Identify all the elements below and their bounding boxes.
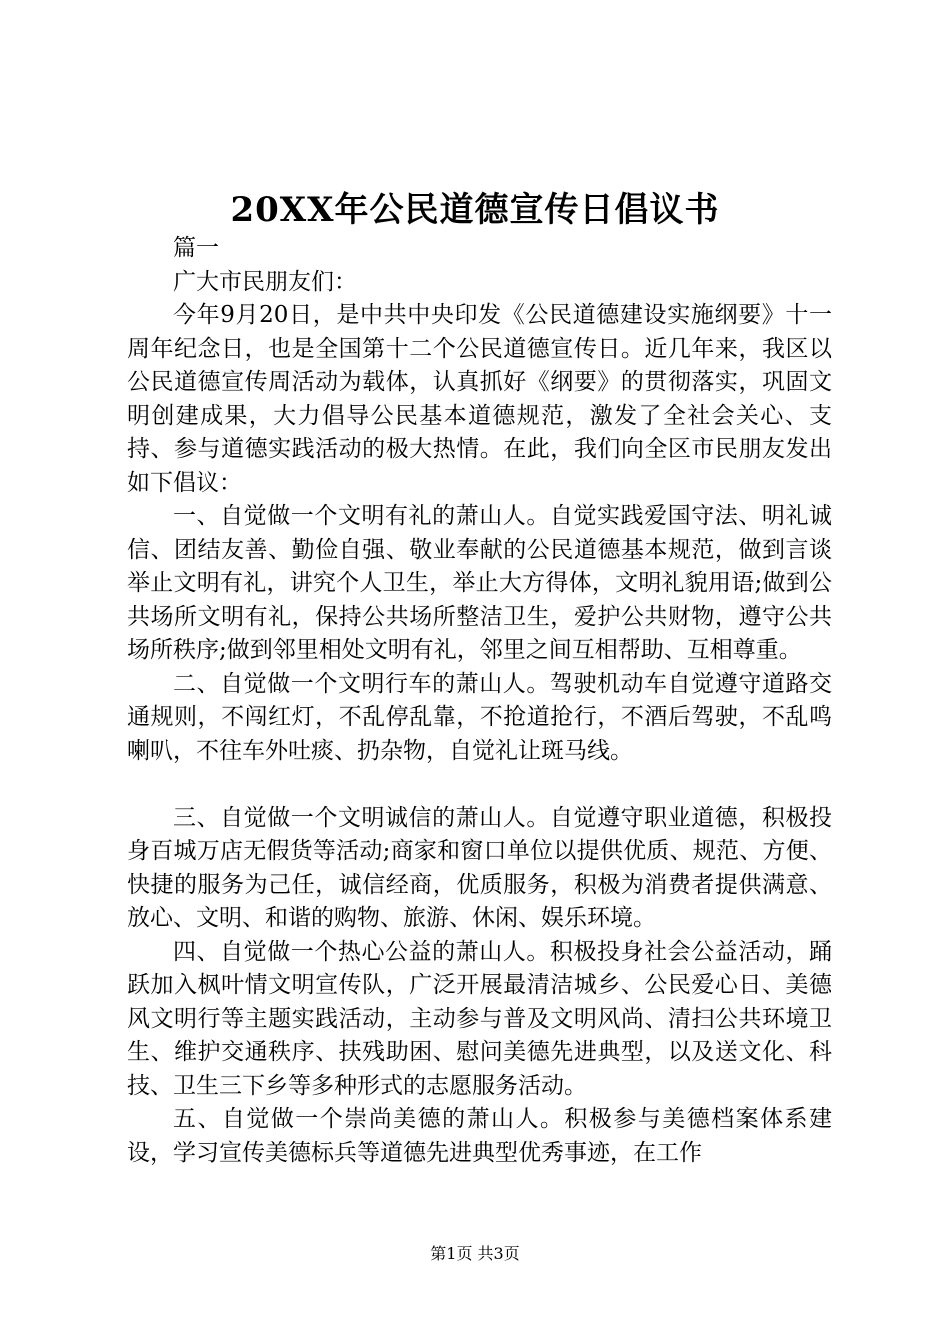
paragraph-item-3: 三、自觉做一个文明诚信的萧山人。自觉遵守职业道德，积极投身百城万店无假货等活动;商家和窗口单位以提供优质、规范、方便、快捷的服务为己任，诚信经商，优质服务，积极为消费者提供满意、放心、文明、和谐的购物、旅游、休闲、娱乐环境。	[127, 804, 832, 931]
section-label: 篇一	[173, 235, 219, 261]
document-body	[127, 232, 832, 1170]
document-title: 20XX年公民道德宣传日倡议书	[230, 190, 720, 230]
paragraph-item-4: 四、自觉做一个热心公益的萧山人。积极投身社会公益活动，踊跃加入枫叶情文明宣传队，广泛开展最清洁城乡、公民爱心日、美德风文明行等主题实践活动，主动参与普及文明风尚、清扫公共环境卫生、维护交通秩序、扶残助困、慰问美德先进典型，以及送文化、科技、卫生三下乡等多种形式的志愿服务活动。	[127, 938, 832, 1099]
salutation: 广大市民朋友们：	[173, 268, 357, 295]
paragraph-item-2: 二、自觉做一个文明行车的萧山人。驾驶机动车自觉遵守道路交通规则，不闯红灯，不乱停乱靠，不抢道抢行，不酒后驾驶，不乱鸣喇叭，不往车外吐痰、扔杂物，自觉礼让斑马线。	[127, 670, 832, 764]
paragraph-item-1: 一、自觉做一个文明有礼的萧山人。自觉实践爱国守法、明礼诚信、团结友善、勤俭自强、敬业奉献的公民道德基本规范，做到言谈举止文明有礼，讲究个人卫生，举止大方得体，文明礼貌用语;做到公共场所文明有礼，保持公共场所整洁卫生，爱护公共财物，遵守公共场所秩序;做到邻里相处文明有礼，邻里之间互相帮助、互相尊重。	[127, 503, 832, 663]
paragraph-gap	[127, 768, 832, 802]
paragraph-item-5: 五、自觉做一个崇尚美德的萧山人。积极参与美德档案体系建设，学习宣传美德标兵等道德先进典型优秀事迹，在工作	[127, 1106, 832, 1166]
paragraph-intro: 今年9月20日，是中共中央印发《公民道德建设实施纲要》十一周年纪念日，也是全国第十二个公民道德宣传日。近几年来，我区以公民道德宣传周活动为载体，认真抓好《纲要》的贯彻落实，巩固文明创建成果，大力倡导公民基本道德规范，激发了全社会关心、支持、参与道德实践活动的极大热情。在此，我们向全区市民朋友发出如下倡议：	[127, 302, 832, 496]
page-footer: 第1页 共3页	[430, 1244, 520, 1263]
